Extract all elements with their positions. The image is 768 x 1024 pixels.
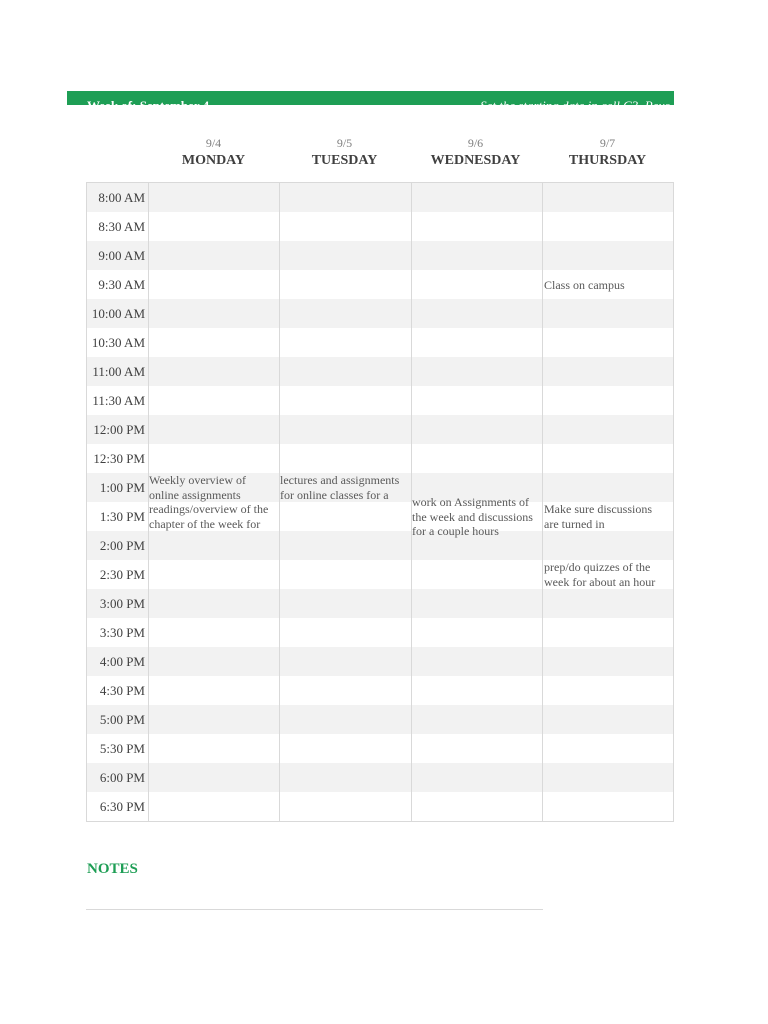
- time-label: 3:30 PM: [99, 625, 145, 640]
- time-row: [87, 444, 673, 473]
- entry-text: Weekly overview of: [149, 473, 246, 487]
- day-date: 9/6: [467, 136, 484, 150]
- header-banner: [67, 91, 674, 113]
- time-row: [87, 241, 673, 270]
- time-row: [87, 357, 673, 386]
- entry-text: Make sure discussions: [544, 502, 652, 516]
- day-header-wednesday: [410, 136, 541, 169]
- time-label: 2:30 PM: [99, 567, 145, 582]
- time-row: [87, 328, 673, 357]
- schedule-grid: [86, 182, 674, 822]
- day-header-monday: [148, 136, 279, 169]
- notes-title: NOTES: [87, 861, 138, 877]
- time-row: [87, 705, 673, 734]
- time-label: 2:00 PM: [99, 538, 145, 553]
- entry-tuesday-100[interactable]: [280, 473, 411, 502]
- time-row: [87, 647, 673, 676]
- time-label: 1:30 PM: [99, 509, 145, 524]
- time-label: 10:00 AM: [91, 306, 145, 321]
- entry-text: prep/do quizzes of the: [544, 560, 651, 574]
- time-label: 8:00 AM: [98, 190, 145, 205]
- time-label: 8:30 AM: [98, 219, 145, 234]
- time-label: 5:00 PM: [99, 712, 145, 727]
- time-label: 12:30 PM: [93, 451, 145, 466]
- entry-text: Class on campus: [544, 278, 625, 292]
- entry-monday-100[interactable]: [149, 473, 279, 531]
- day-header-tuesday: [279, 136, 410, 169]
- time-row: [87, 618, 673, 647]
- entry-text: are turned in: [544, 516, 605, 531]
- time-row: [87, 299, 673, 328]
- time-row: [87, 734, 673, 763]
- day-name: WEDNESDAY: [430, 153, 521, 168]
- time-label: 3:00 PM: [99, 596, 145, 611]
- time-row: [87, 676, 673, 705]
- entry-text: week for about an hour: [544, 574, 656, 589]
- time-label: 9:30 AM: [98, 277, 145, 292]
- time-label: 11:00 AM: [92, 364, 145, 379]
- time-row: [87, 589, 673, 618]
- notes-divider: [86, 909, 543, 910]
- day-name: MONDAY: [181, 153, 246, 168]
- time-label: 5:30 PM: [99, 741, 145, 756]
- column-divider: [542, 183, 543, 821]
- time-label: 1:00 PM: [99, 480, 145, 495]
- entry-text: readings/overview of the: [149, 502, 269, 516]
- entry-thursday-930[interactable]: [544, 278, 672, 298]
- time-row: [87, 531, 673, 560]
- entry-thursday-130[interactable]: [544, 502, 672, 531]
- entry-text: chapter of the week for: [149, 516, 261, 531]
- time-label: 10:30 AM: [91, 335, 145, 350]
- time-label: 6:30 PM: [99, 799, 145, 814]
- day-header-thursday: [542, 136, 673, 169]
- day-name: THURSDAY: [568, 153, 647, 168]
- time-label: 11:30 AM: [92, 393, 145, 408]
- day-name: TUESDAY: [311, 153, 378, 168]
- time-row: [87, 792, 673, 821]
- time-row: [87, 386, 673, 415]
- entry-text: the week and discussions: [412, 509, 533, 524]
- entry-text: for online classes for a: [280, 487, 389, 502]
- time-row: [87, 212, 673, 241]
- entry-text: lectures and assignments: [280, 473, 400, 487]
- entry-text: online assignments: [149, 487, 241, 502]
- entry-text: work on Assignments of: [412, 495, 529, 509]
- time-label: 6:00 PM: [99, 770, 145, 785]
- header-hint: Set the starting date in cell C3. Reus: [480, 98, 670, 113]
- day-date: 9/5: [336, 136, 353, 150]
- time-label: 9:00 AM: [98, 248, 145, 263]
- time-label: 4:30 PM: [99, 683, 145, 698]
- entry-wednesday-130[interactable]: [412, 495, 542, 538]
- time-label: 12:00 PM: [93, 422, 145, 437]
- entry-thursday-230[interactable]: [544, 560, 672, 589]
- time-row: [87, 415, 673, 444]
- day-date: 9/7: [599, 136, 616, 150]
- time-row: [87, 763, 673, 792]
- week-label: Week of: September 4: [87, 98, 210, 113]
- entry-text: for a couple hours: [412, 524, 499, 538]
- column-divider: [279, 183, 280, 821]
- day-date: 9/4: [205, 136, 222, 150]
- time-label: 4:00 PM: [99, 654, 145, 669]
- time-row: [87, 183, 673, 212]
